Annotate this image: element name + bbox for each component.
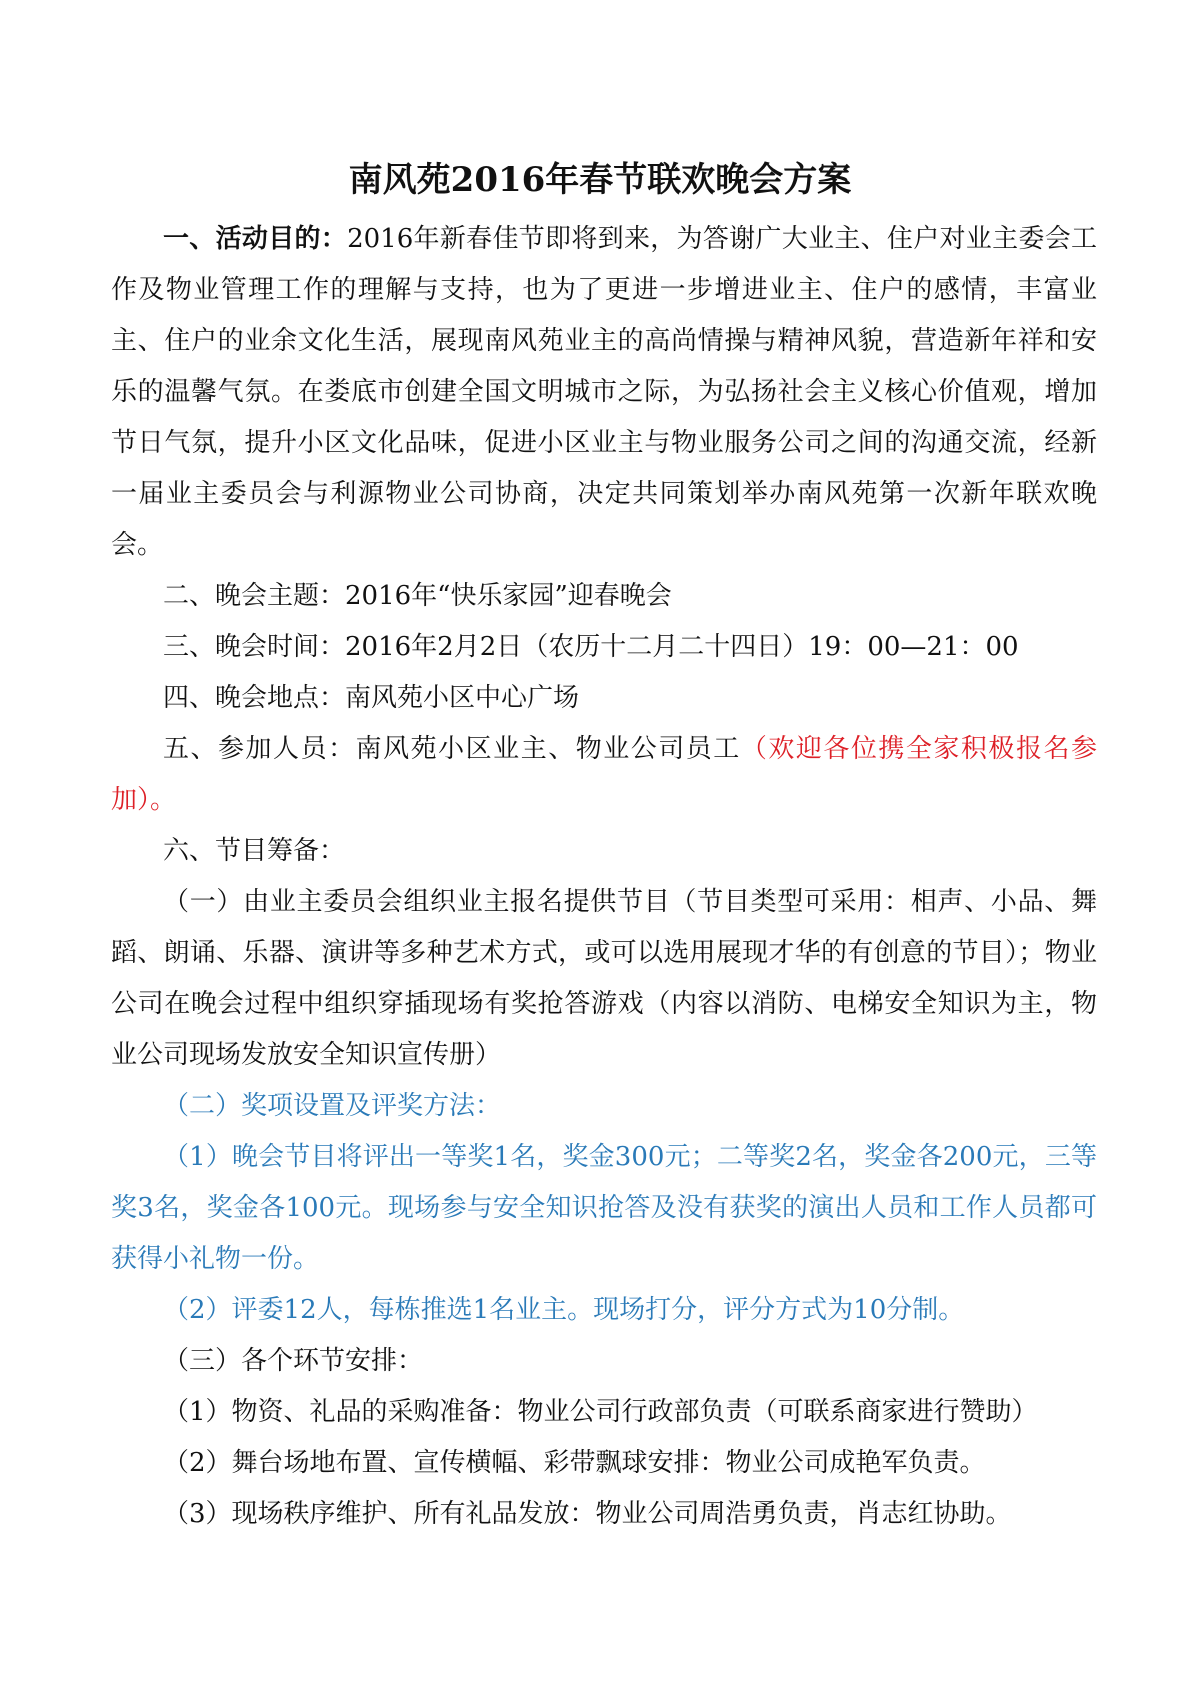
arrangement-2: （2）舞台场地布置、宣传横幅、彩带飘球安排：物业公司成艳军负责。 (163, 1448, 986, 1478)
section-text: 2016年“快乐家园”迎春晚会 (345, 581, 672, 611)
program-item-1: （一）由业主委员会组织业主报名提供节目（节目类型可采用：相声、小品、舞蹈、朗诵、乐器、演讲等多种艺术方式，或可以选用展现才华的有创意的节目）；物业公司在晚会过程中组织穿插现场有奖抢答游戏（内容以消防、电梯安全知识为主，物业公司现场发放安全知识宣传册） (111, 887, 1097, 1070)
section-text: 南风苑小区业主、物业公司员工 (355, 734, 741, 764)
section-theme (111, 571, 1097, 622)
section-label: 一、活动目的： (163, 224, 348, 254)
section-participants (111, 724, 1097, 826)
award-rule-2: （2）评委12人，每栋推选1名业主。现场打分，评分方式为10分制。 (163, 1295, 965, 1325)
document-body (111, 214, 1097, 1540)
section-label: 二、晚会主题： (163, 581, 346, 611)
arrangement-1: （1）物资、礼品的采购准备：物业公司行政部负责（可联系商家进行赞助） (163, 1397, 1038, 1427)
program-item-2: （二）奖项设置及评奖方法： (163, 1091, 502, 1121)
award-rule-1: （1）晚会节目将评出一等奖1名，奖金300元；二等奖2名，奖金各200元，三等奖3名，奖金各100元。现场参与安全知识抢答及没有获奖的演出人员和工作人员都可获得小礼物一份。 (111, 1142, 1097, 1274)
section-purpose (111, 214, 1097, 571)
section-label: 六、节目筹备： (163, 836, 346, 866)
arrangement-3: （3）现场秩序维护、所有礼品发放：物业公司周浩勇负责，肖志红协助。 (163, 1499, 1012, 1529)
highlight-text: （欢迎各位携全家积极报名参加）。 (111, 734, 1097, 815)
document-title: 南风苑2016年春节联欢晚会方案 (348, 160, 852, 200)
section-label: 三、晚会时间： (163, 632, 346, 662)
section-label: 五、参加人员： (163, 734, 356, 764)
section-location (111, 673, 1097, 724)
section-program (111, 826, 1097, 877)
section-text: 2016年新春佳节即将到来，为答谢广大业主、住户对业主委会工作及物业管理工作的理解与支持，也为了更进一步增进业主、住户的感情，丰富业主、住户的业余文化生活，展现南风苑业主的高尚情操与精神风貌，营造新年祥和安乐的温馨气氛。在娄底市创建全国文明城市之际，为弘扬社会主义核心价值观，增加节日气氛，提升小区文化品味，促进小区业主与物业服务公司之间的沟通交流，经新一届业主委员会与利源物业公司协商，决定共同策划举办南风苑第一次新年联欢晚会。 (111, 224, 1097, 560)
program-item-3: （三）各个环节安排： (163, 1346, 424, 1376)
section-text: 南风苑小区中心广场 (345, 683, 580, 713)
section-text: 2016年2月2日（农历十二月二十四日）19：00—21：00 (345, 632, 1019, 662)
section-time (111, 622, 1097, 673)
section-label: 四、晚会地点： (163, 683, 346, 713)
